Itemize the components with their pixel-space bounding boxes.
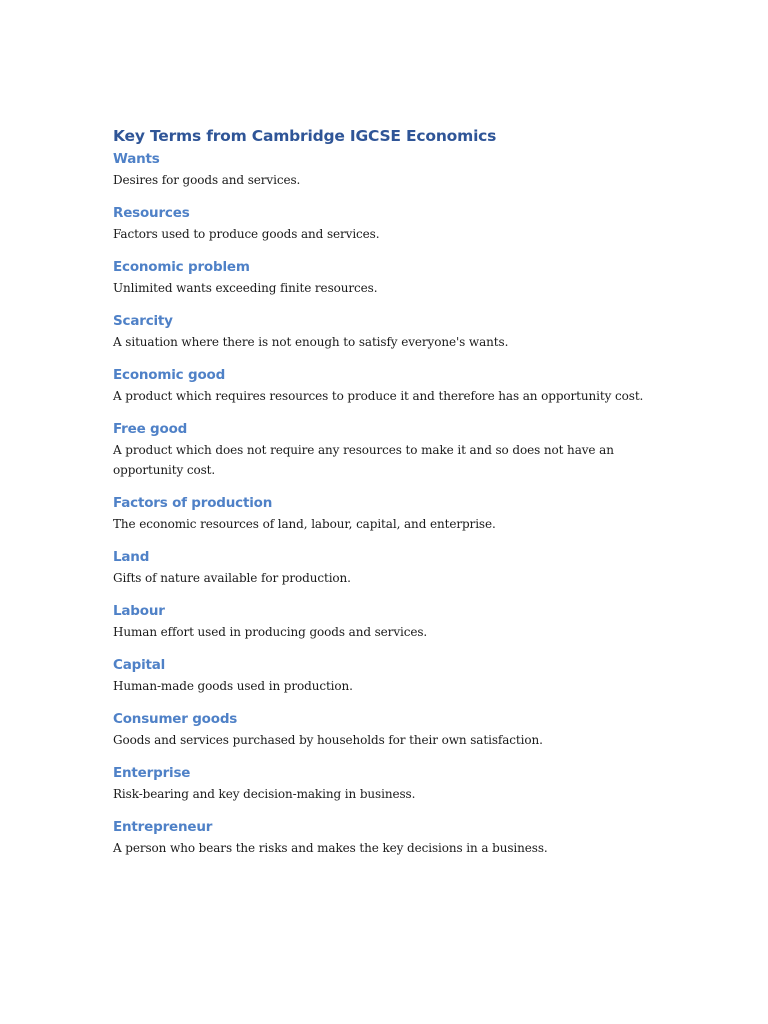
term-entry-resources — [113, 202, 673, 256]
term-entry-labour — [113, 600, 673, 654]
term-entry-free-good — [113, 418, 673, 492]
term-heading: Economic good — [113, 367, 226, 383]
term-definition: Desires for goods and services. — [113, 173, 301, 187]
term-definition: Human-made goods used in production. — [113, 679, 353, 693]
term-entry-enterprise — [113, 762, 673, 816]
term-entry-scarcity — [113, 310, 673, 364]
term-definition: The economic resources of land, labour, capital, and enterprise. — [113, 517, 496, 531]
term-definition: A person who bears the risks and makes the key decisions in a business. — [113, 841, 548, 855]
term-definition: Human effort used in producing goods and services. — [113, 625, 428, 639]
term-entry-land — [113, 546, 673, 600]
term-entry-consumer-goods — [113, 708, 673, 762]
term-definition: A situation where there is not enough to satisfy everyone's wants. — [113, 335, 509, 349]
term-heading: Capital — [113, 657, 166, 673]
term-heading: Free good — [113, 421, 188, 437]
term-heading: Resources — [113, 205, 190, 221]
term-heading: Entrepreneur — [113, 819, 213, 835]
term-definition: A product which requires resources to produce it and therefore has an opportunity cost. — [113, 389, 644, 403]
term-entry-capital — [113, 654, 673, 708]
term-entry-wants — [113, 148, 673, 202]
term-entry-factors-of-production — [113, 492, 673, 546]
term-definition: Gifts of nature available for production. — [113, 571, 351, 585]
page-title: Key Terms from Cambridge IGCSE Economics — [113, 127, 497, 145]
document-page — [113, 124, 673, 870]
term-definition: Goods and services purchased by households for their own satisfaction. — [113, 733, 543, 747]
term-heading: Economic problem — [113, 259, 250, 275]
term-entry-economic-problem — [113, 256, 673, 310]
term-heading: Scarcity — [113, 313, 173, 329]
term-heading: Land — [113, 549, 150, 565]
term-definition: Factors used to produce goods and services. — [113, 227, 380, 241]
term-definition: Risk-bearing and key decision-making in business. — [113, 787, 416, 801]
term-heading: Factors of production — [113, 495, 273, 511]
term-heading: Consumer goods — [113, 711, 238, 727]
term-heading: Labour — [113, 603, 165, 619]
term-definition: A product which does not require any resources to make it and so does not have an opportunity cost. — [113, 443, 614, 477]
term-heading: Enterprise — [113, 765, 191, 781]
term-list — [113, 148, 673, 870]
term-heading: Wants — [113, 151, 160, 167]
term-entry-economic-good — [113, 364, 673, 418]
term-entry-entrepreneur — [113, 816, 673, 870]
term-definition: Unlimited wants exceeding finite resources. — [113, 281, 378, 295]
